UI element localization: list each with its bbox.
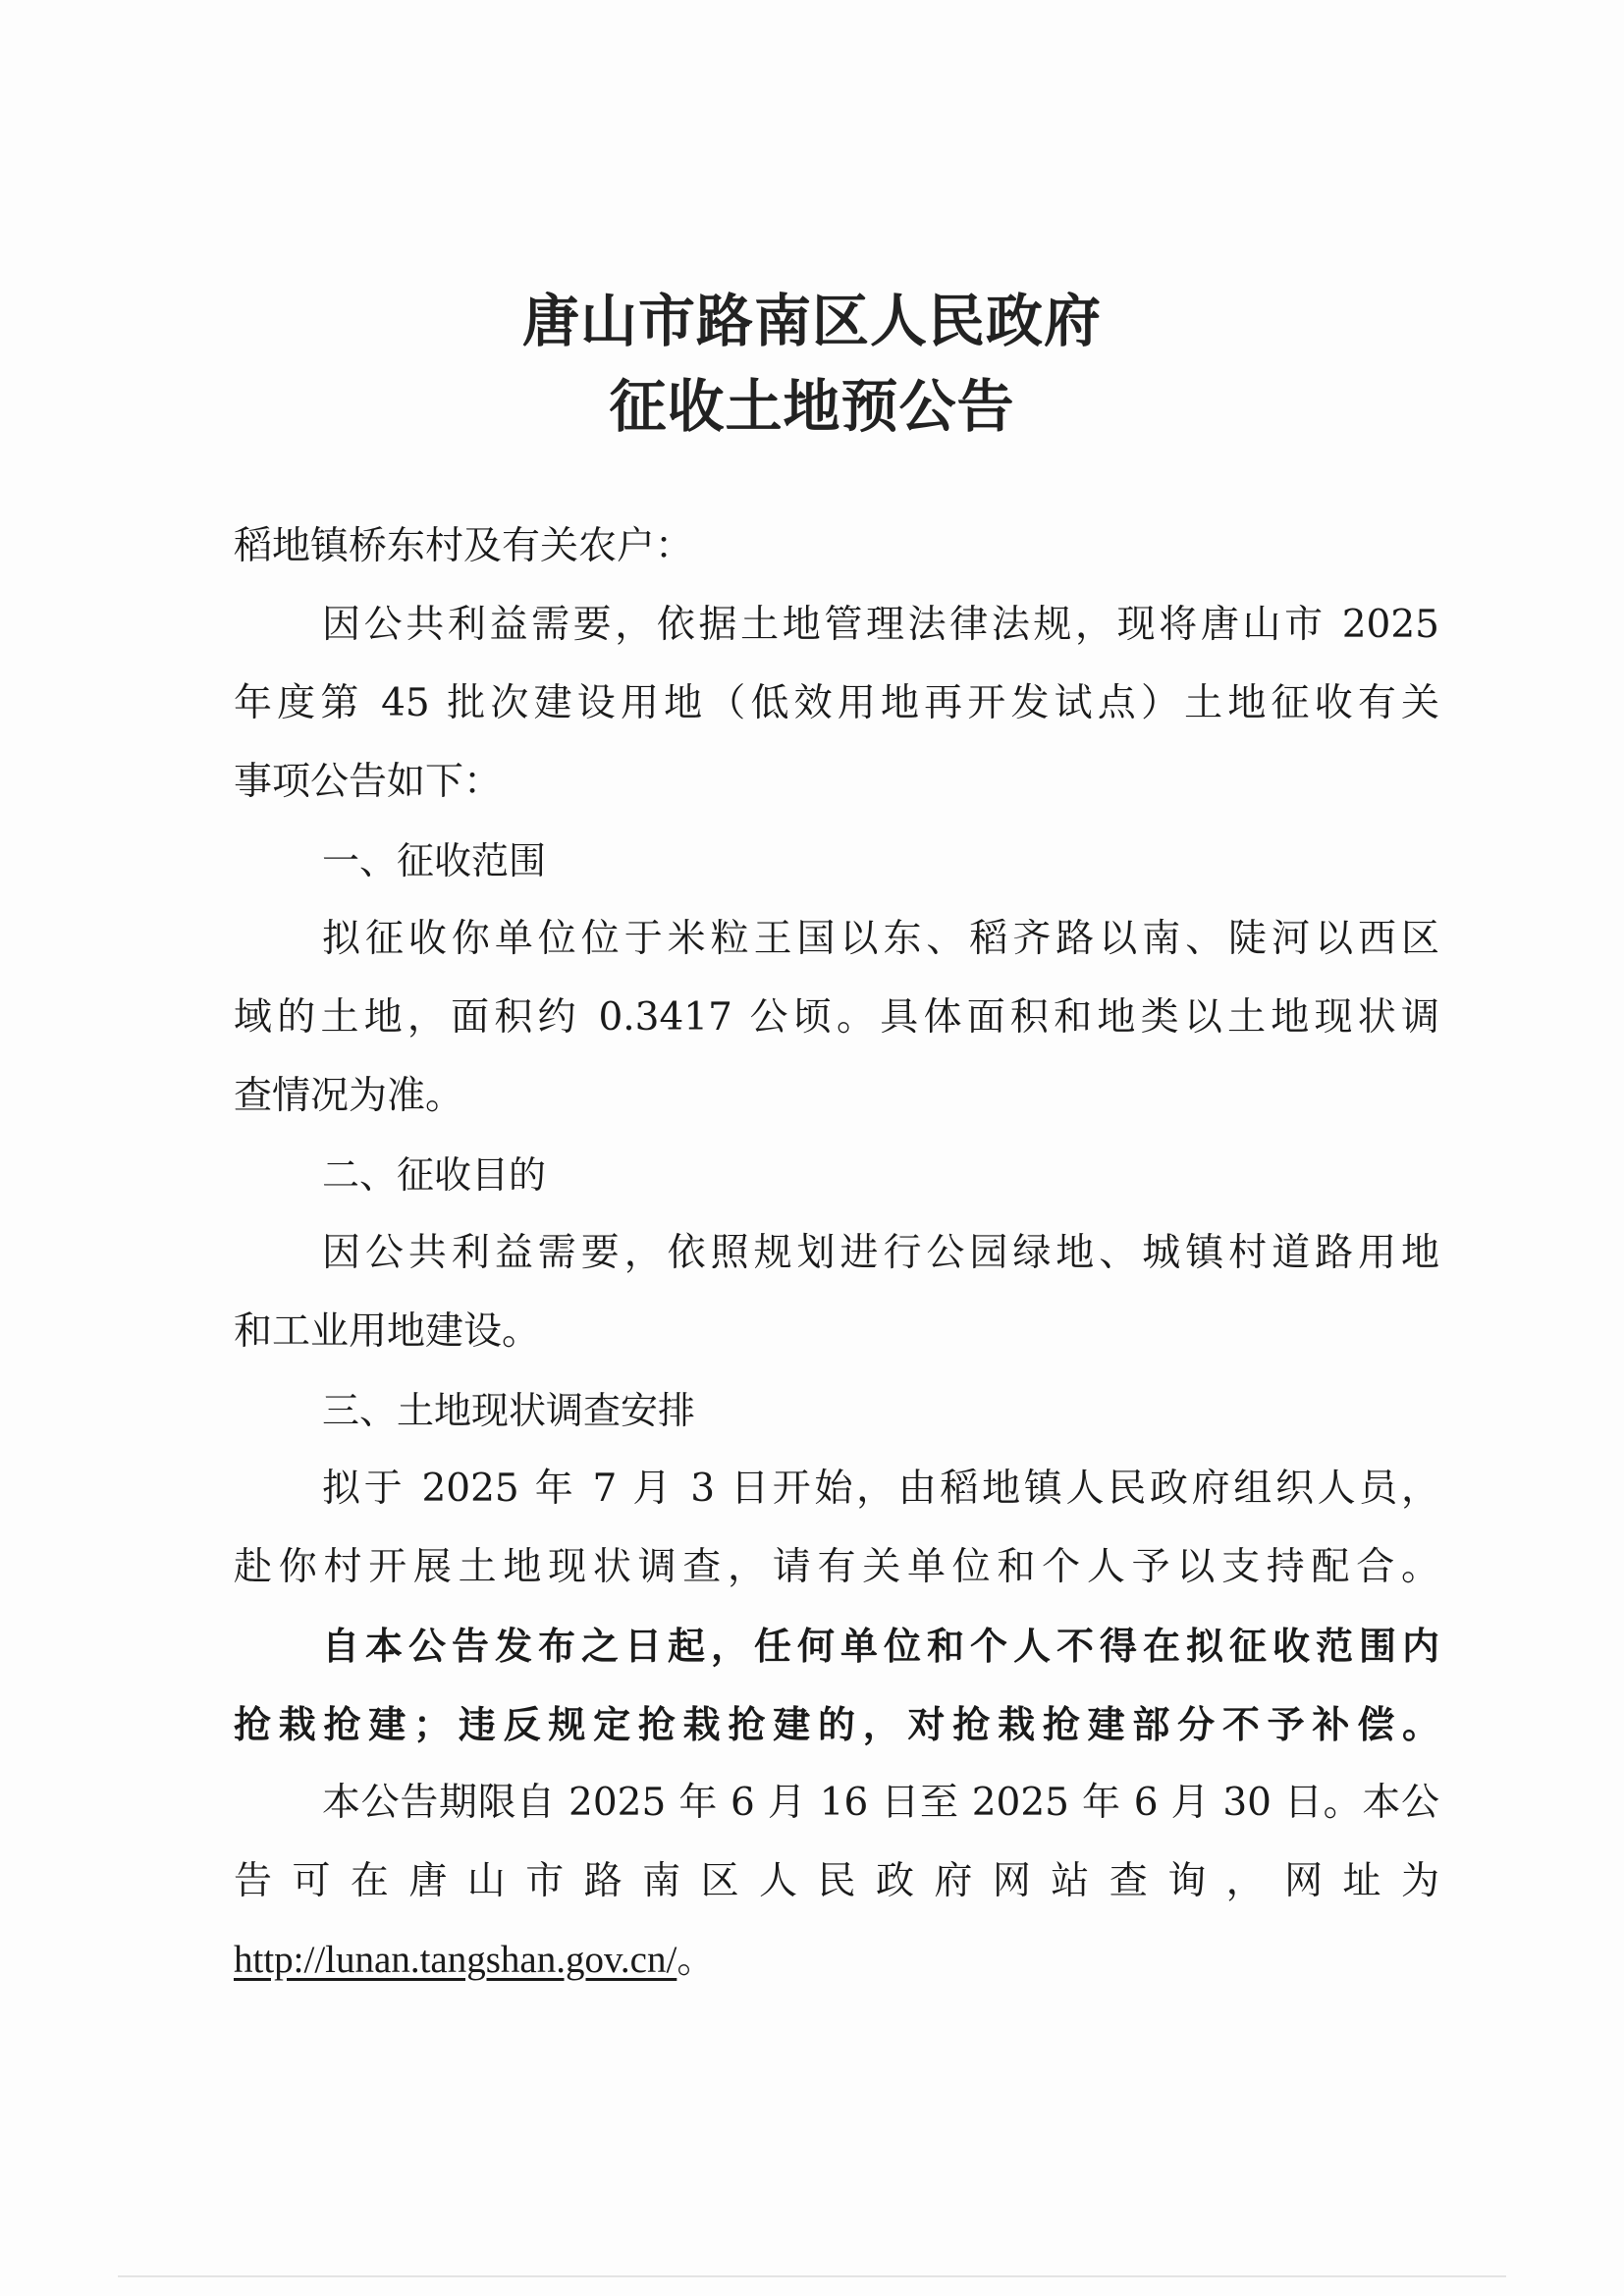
notice-line2: 抢栽抢建；违反规定抢栽抢建的，对抢栽抢建部分不予补偿。 bbox=[234, 1703, 1439, 1746]
intro-line2: 年度第 45 批次建设用地（低效用地再开发试点）土地征收有关 bbox=[234, 681, 1439, 725]
section2-line2: 和工业用地建设。 bbox=[234, 1309, 541, 1354]
website-link[interactable]: http://lunan.tangshan.gov.cn/ bbox=[234, 1939, 677, 1981]
period-line2: 告可在唐山市路南区人民政府网站查询，网址为 bbox=[234, 1859, 1439, 1903]
section2-line1: 因公共利益需要，依照规划进行公园绿地、城镇村道路用地 bbox=[322, 1231, 1439, 1275]
salutation: 稻地镇桥东村及有关农户： bbox=[234, 524, 694, 568]
section1-heading: 一、征收范围 bbox=[322, 839, 547, 882]
intro-line3: 事项公告如下： bbox=[234, 760, 503, 804]
period-line1: 本公告期限自 2025 年 6 月 16 日至 2025 年 6 月 30 日。本公 bbox=[322, 1781, 1439, 1825]
intro-line1: 因公共利益需要，依据土地管理法律法规，现将唐山市 2025 bbox=[322, 603, 1439, 647]
section3-line2: 赴你村开展土地现状调查，请有关单位和个人予以支持配合。 bbox=[234, 1545, 1439, 1589]
section3-line1: 拟于 2025 年 7 月 3 日开始，由稻地镇人民政府组织人员， bbox=[322, 1467, 1439, 1511]
document-title-line1: 唐山市路南区人民政府 bbox=[521, 288, 1102, 354]
section3-heading: 三、土地现状调查安排 bbox=[322, 1389, 696, 1432]
section2-heading: 二、征收目的 bbox=[322, 1153, 547, 1197]
document-title-line2: 征收土地预公告 bbox=[609, 373, 1015, 440]
section1-line2: 域的土地，面积约 0.3417 公顷。具体面积和地类以土地现状调 bbox=[234, 995, 1439, 1040]
section1-line3: 查情况为准。 bbox=[234, 1074, 464, 1118]
url-suffix: 。 bbox=[677, 1938, 716, 1982]
section1-line1: 拟征收你单位位于米粒王国以东、稻齐路以南、陡河以西区 bbox=[322, 917, 1439, 961]
page-bottom-edge bbox=[118, 2275, 1506, 2277]
period-line3 bbox=[234, 1936, 1439, 1985]
notice-line1: 自本公告发布之日起，任何单位和个人不得在拟征收范围内 bbox=[322, 1625, 1439, 1668]
